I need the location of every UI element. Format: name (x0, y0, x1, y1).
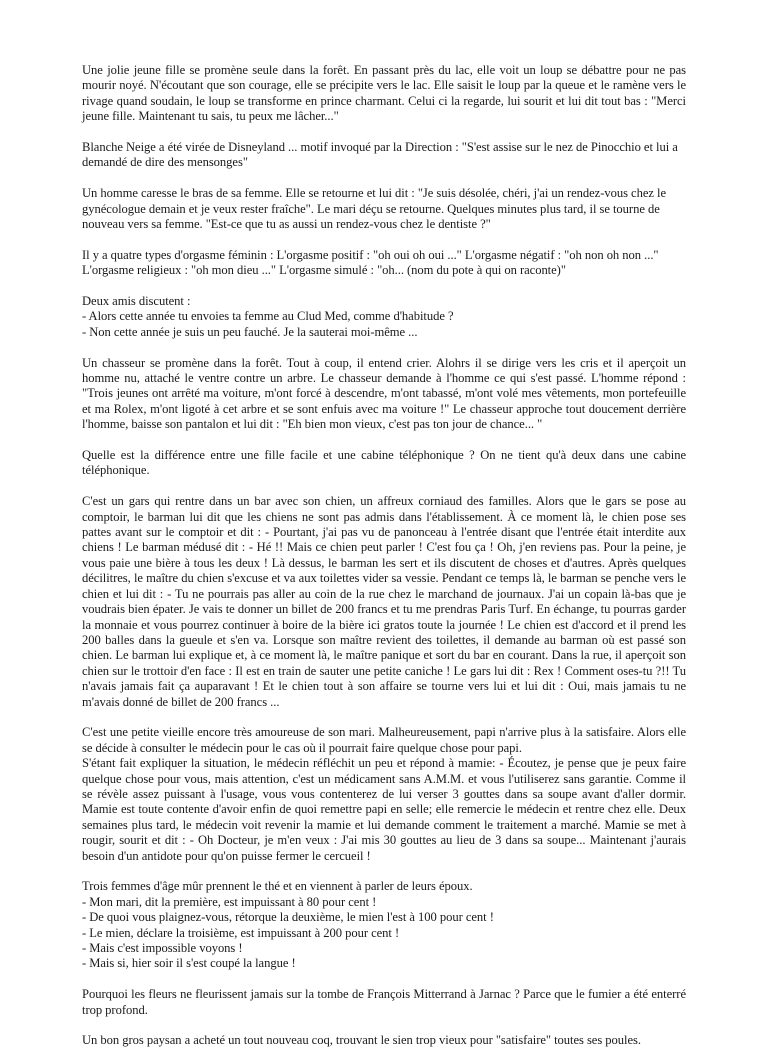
dialogue-line: - Le mien, déclare la troisième, est impuissant à 200 pour cent ! (82, 925, 400, 940)
paragraph-gynecologue (82, 186, 686, 232)
paragraph-trois-femmes (82, 879, 686, 971)
paragraph-text: Une jolie jeune fille se promène seule dans la forêt. En passant près du lac, elle voit un loup se débattre pour ne pas mourir noyé. N'écoutant que son courage, elle se précipite vers le lac. Elle saisit le loup par la queue et le ramène vers le rivage quand soudain, le loup se transforme en prince charmant. Celui ci la regarde, lui sourit et lui dit tout bas : "Merci jeune fille. Maintenant tu sais, tu peux me lâcher..." (82, 63, 686, 124)
paragraph-text: Il y a quatre types d'orgasme féminin : L'orgasme positif : "oh oui oh oui ..." L'orgasme négatif : "oh non oh non ..." L'orgasme religieux : "oh mon dieu ..." L'orgasme simulé : "oh... (nom du pote à qui on raconte)" (82, 247, 659, 278)
dialogue-line: - Mais c'est impossible voyons ! (82, 941, 243, 956)
paragraph-cabine (82, 448, 686, 479)
dialogue-line: Trois femmes d'âge mûr prennent le thé et en viennent à parler de leurs époux. (82, 879, 473, 894)
dialogue-line: - Alors cette année tu envoies ta femme au Clud Med, comme d'habitude ? (82, 309, 454, 324)
paragraph-paysan (82, 1033, 686, 1048)
document-body (82, 63, 686, 1064)
paragraph-chasseur (82, 356, 686, 433)
dialogue-line: - Mon mari, dit la première, est impuissant à 80 pour cent ! (82, 894, 377, 909)
paragraph-text: Un chasseur se promène dans la forêt. Tout à coup, il entend crier. Alohrs il se dirige vers les cris et il aperçoit un homme nu, attaché le ventre contre un arbre. Le chasseur demande à l'homme ce qui s'est passé. L'homme répond : "Trois jeunes ont arrêté ma voiture, m'ont forcé à descendre, m'ont tabassé, m'ont volé mes vêtements, mon portefeuille et ma Rolex, m'ont ligoté à cet arbre et se sont enfuis avec ma voiture !" Le chasseur approche tout doucement derrière l'homme, baisse son pantalon et lui dit : "Eh bien mon vieux, c'est pas ton jour de chance... " (82, 355, 686, 432)
paragraph-text: Un bon gros paysan a acheté un tout nouveau coq, trouvant le sien trop vieux pour "satisfaire" toutes ses poules. (82, 1033, 641, 1048)
dialogue-line: - Non cette année je suis un peu fauché. Je la sauterai moi-même ... (82, 324, 418, 339)
dialogue-line: - De quoi vous plaignez-vous, rétorque la deuxième, le mien l'est à 100 pour cent ! (82, 910, 494, 925)
paragraph-chien-bar (82, 494, 686, 710)
paragraph-deux-amis (82, 294, 686, 340)
paragraph-mitterrand (82, 987, 686, 1018)
paragraph-text: Quelle est la différence entre une fille facile et une cabine téléphonique ? On ne tient qu'à deux dans une cabine téléphonique. (82, 448, 686, 478)
paragraph-loup (82, 63, 686, 125)
paragraph-text: Pourquoi les fleurs ne fleurissent jamais sur la tombe de François Mitterrand à Jarnac ? Parce que le fumier a été enterré trop profond. (82, 987, 686, 1017)
paragraph-petite-vieille (82, 725, 686, 864)
dialogue-line: Deux amis discutent : (82, 294, 191, 309)
paragraph-text: S'étant fait expliquer la situation, le médecin réfléchit un peu et répond à mamie: - Écoutez, je pense que je peux faire quelque chose pour vous, mais attention, c'est un médicament sans A.M.M. et vous l'utiliserez sans garantie. Comme il se révèle assez puissant à l'usage, vous vous contenterez de lui verser 3 gouttes dans sa soupe avant d'aller dormir. Mamie est toute contente d'avoir enfin de quoi remettre papi en selle; elle remercie le médecin et rentre chez elle. Deux semaines plus tard, le médecin voit revenir la mamie et lui demande comment le traitement a marché. Mamie se met à rougir, sourit et dit : - Oh Docteur, je m'en veux : J'ai mis 30 gouttes au lieu de 3 dans sa soupe... Maintenant j'aurais besoin d'un antidote pour qu'on puisse fermer le cercueil ! (82, 756, 686, 863)
paragraph-text: Blanche Neige a été virée de Disneyland ... motif invoqué par la Direction : "S'est assise sur le nez de Pinocchio et lui a demandé de dire des mensonges" (82, 140, 678, 170)
paragraph-blanche-neige (82, 140, 686, 171)
paragraph-text: Un homme caresse le bras de sa femme. Elle se retourne et lui dit : "Je suis désolée, chéri, j'ai un rendez-vous chez le gynécologue demain et je veux rester fraîche". Le mari déçu se retourne. Quelques minutes plus tard, il se tourne de nouveau vers sa femme. "Est-ce que tu as aussi un rendez-vous chez le dentiste ?" (82, 186, 667, 232)
paragraph-text: C'est une petite vieille encore très amoureuse de son mari. Malheureusement, papi n'arrive plus à la satisfaire. Alors elle se décide à consulter le médecin pour le cas où il pourrait faire quelque chose pour papi. (82, 725, 686, 755)
paragraph-orgasme (82, 248, 686, 279)
dialogue-line: - Mais si, hier soir il s'est coupé la langue ! (82, 956, 296, 971)
paragraph-text: C'est un gars qui rentre dans un bar avec son chien, un affreux corniaud des familles. Alors que le gars se pose au comptoir, le barman lui dit que les chiens ne sont pas admis dans l'établissement. À ce moment là, le chien pose ses pattes avant sur le comptoir et dit : - Pourtant, j'ai pas vu de panonceau à l'entrée disant que l'entrée était interdite aux chiens ! Le barman médusé dit : - Hé !! Mais ce chien peut parler ! C'est fou ça ! Oh, j'en reviens pas. Pour la peine, je vous paie une bière à tous les deux ! Là dessus, le barman les sert et ils discutent de choses et d'autres. Après quelques décilitres, le maître du chien s'excuse et va aux toilettes vider sa vessie. Pendant ce temps là, le barman se penche vers le chien et lui dit : - Tu ne pourrais pas aller au coin de la rue chez le marchand de journaux. J'ai un copain là-bas que je voudrais bien épater. Je vais te donner un billet de 200 francs et tu me prendras Paris Turf. En échange, tu pourras garder la monnaie et vous pourrez continuer à boire de la bière ici gratos toute la journée ! Le chien est d'accord et il prend les 200 balles dans la gueule et s'en va. Lorsque son maître revient des toilettes, il demande au barman où est passé son chien. Le barman lui explique et, à ce moment là, le maître panique et sort du bar en courant. Dans la rue, il aperçoit son chien sur le trottoir d'en face : Il est en train de sauter une petite caniche ! Le gars lui dit : Rex ! Comment oses-tu ?!! Tu n'avais jamais fait ça auparavant ! Et le chien tout à son affaire se tourne vers lui et lui dit : Oui, mais jamais tu ne m'avais donné de billet de 200 francs ... (82, 494, 686, 709)
